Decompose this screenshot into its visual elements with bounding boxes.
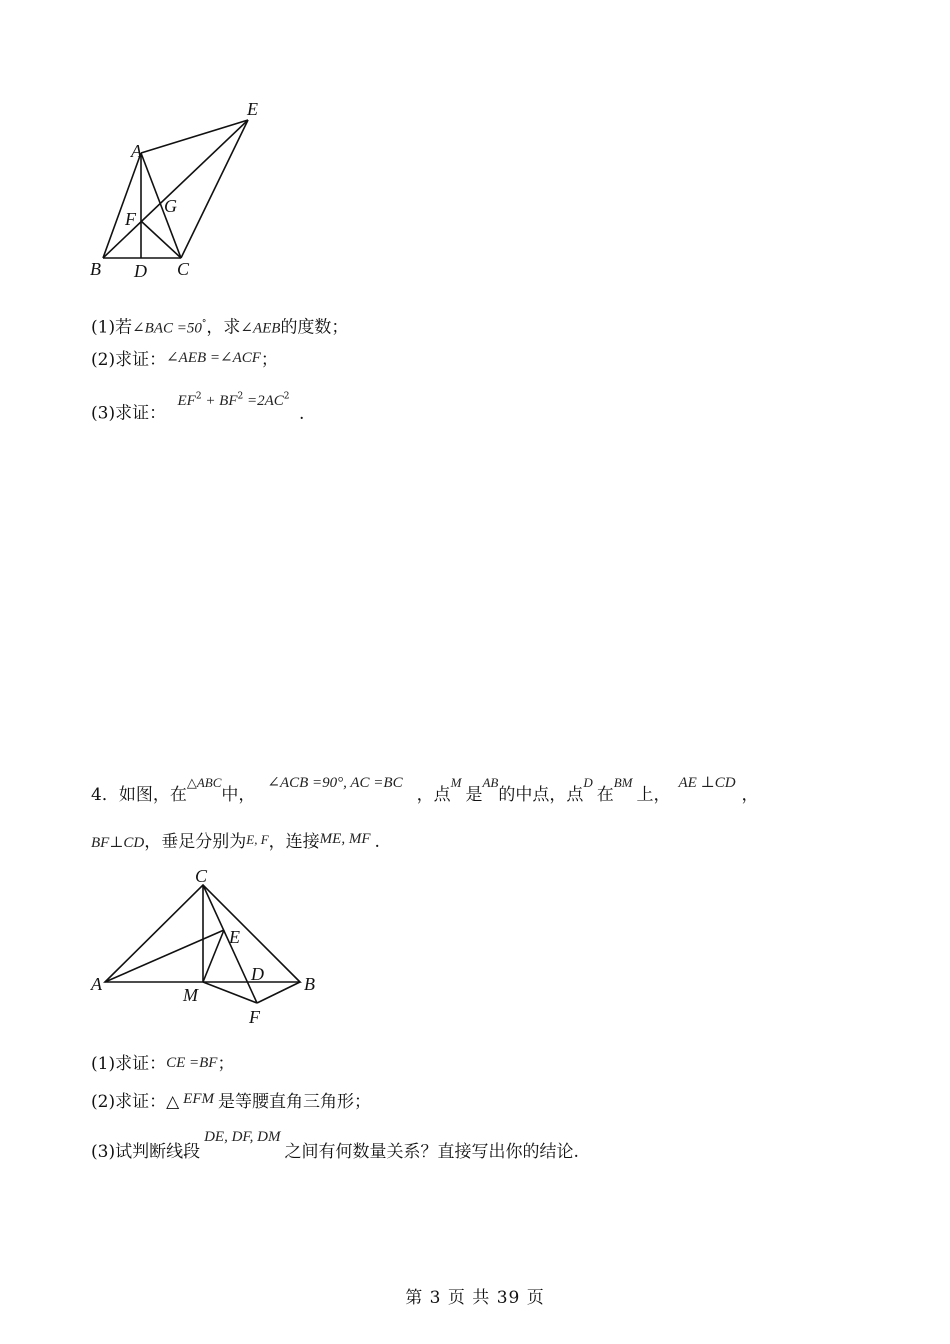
segment-FC [141,221,181,258]
page-footer: 第 3 页 共 39 页 [405,1288,545,1308]
q3-part-1: (1)若∠BAC =50°，求∠AEB的度数； [91,317,349,338]
segment-AE [141,120,248,153]
label-B: B [304,974,315,994]
q4-part-1: (1)求证：CE =BF； [91,1054,235,1074]
label-E: E [229,927,240,947]
label-G: G [164,196,177,216]
label-D: D [251,964,264,984]
label-M: M [183,985,198,1005]
q4-statement-line-2: BF⊥CD，垂足分别为E, F，连接ME, MF . [91,831,380,852]
label-D: D [134,261,147,281]
q3-part-3: (3)求证： $EF^2 + BF^2 =2AC^2$ . [91,391,305,424]
segment-AB [103,153,141,258]
q4-part-3: (3)试判断线段DE, DF, DM之间有何数量关系？直接写出你的结论. [91,1129,579,1162]
q3-part-2: (2)求证：∠AEB =∠ACF； [91,350,278,370]
q4-statement-line-1: 4．如图，在$^{\triangle ABC}$中，∠ACB =90°, AC =BC，点$^M$是$^{AB}$的中点，点$^D$在$^{BM}$上，AE ⊥CD， [91,775,759,805]
label-B: B [90,259,101,279]
label-E: E [247,99,258,119]
label-F: F [125,209,136,229]
figure-2-right-triangle-diagram [85,860,335,1035]
segment-BE [103,120,248,258]
label-A: A [131,141,142,161]
segment-CE [181,120,248,258]
label-C: C [177,259,190,279]
label-F: F [249,1007,260,1027]
label-C: C [195,866,208,886]
segment-BF [257,982,300,1003]
figure-1-rhombus-diagram [80,95,280,285]
q4-part-2: (2)求证：△ EFM 是等腰直角三角形； [91,1091,371,1112]
label-A: A [91,974,102,994]
